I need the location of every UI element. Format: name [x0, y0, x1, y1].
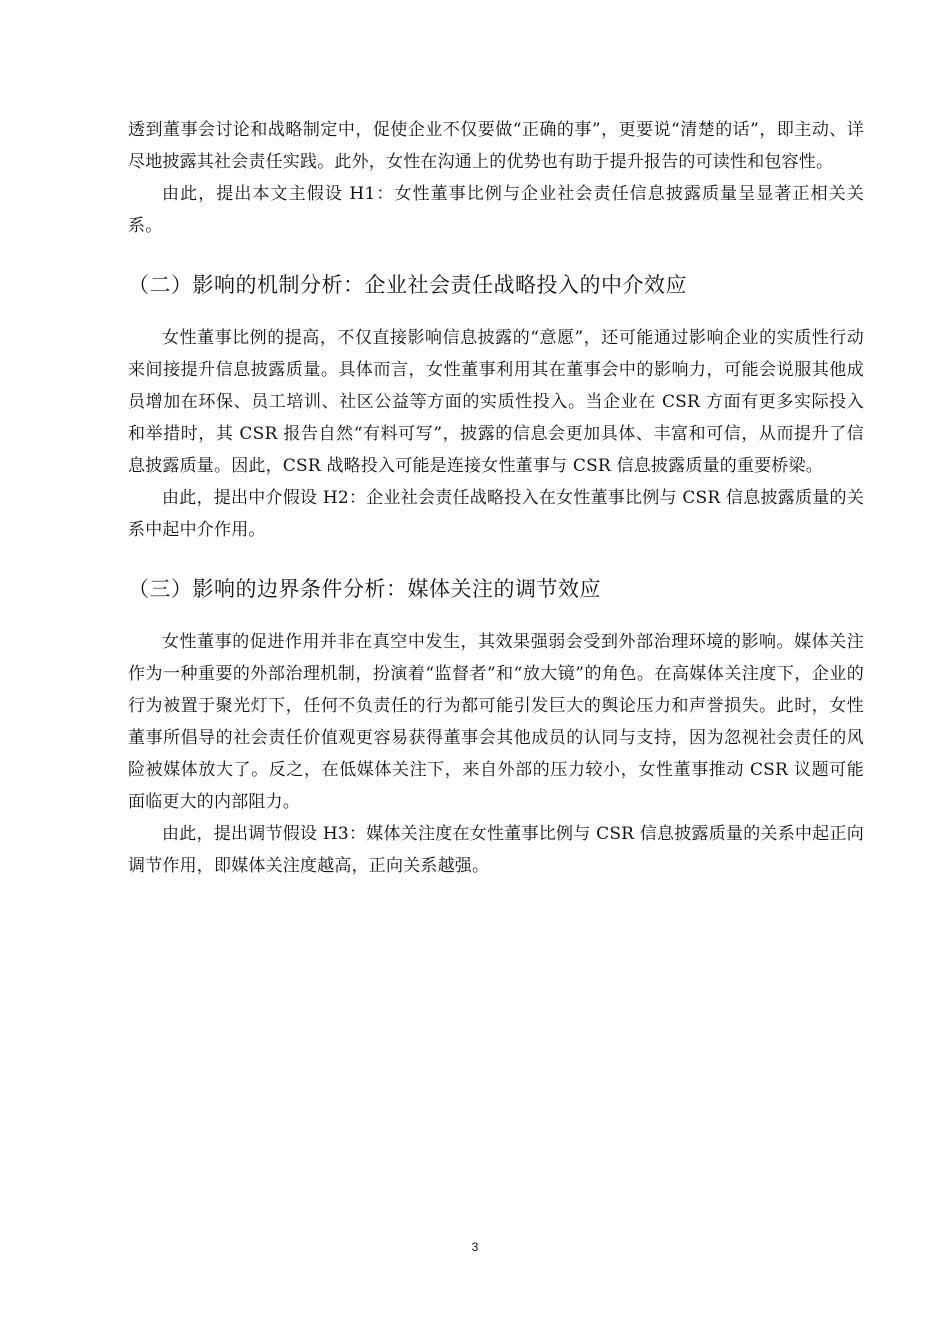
- section-2-heading: （二）影响的机制分析：企业社会责任战略投入的中介效应: [128, 273, 687, 297]
- section-2-body-paragraph: 女性董事比例的提高，不仅直接影响信息披露的“意愿”，还可能通过影响企业的实质性行动来间接提升信息披露质量。具体而言，女性董事利用其在董事会中的影响力，可能会说服其他成员增加在环保、员工培训、社区公益等方面的实质性投入。当企业在 CSR 方面有更多实际投入和举措时，其 CSR 报告自然“有料可写”，披露的信息会更加具体、丰富和可信，从而提升了信息披露质量。因此，CSR 战略投入可能是连接女性董事与 CSR 信息披露质量的重要桥梁。: [128, 328, 864, 476]
- hypothesis-h1-paragraph: 由此，提出本文主假设 H1：女性董事比例与企业社会责任信息披露质量呈显著正相关关系。: [128, 184, 864, 236]
- page-content: [128, 114, 864, 882]
- section-3-heading: （三）影响的边界条件分析：媒体关注的调节效应: [128, 577, 601, 601]
- section-3-body-paragraph: 女性董事的促进作用并非在真空中发生，其效果强弱会受到外部治理环境的影响。媒体关注作为一种重要的外部治理机制，扮演着“监督者”和“放大镜”的角色。在高媒体关注度下，企业的行为被置于聚光灯下，任何不负责任的行为都可能引发巨大的舆论压力和声誉损失。此时，女性董事所倡导的社会责任价值观更容易获得董事会其他成员的认同与支持，因为忽视社会责任的风险被媒体放大了。反之，在低媒体关注下，来自外部的压力较小，女性董事推动 CSR 议题可能面临更大的内部阻力。: [128, 632, 864, 812]
- hypothesis-h3-paragraph: 由此，提出调节假设 H3：媒体关注度在女性董事比例与 CSR 信息披露质量的关系中起正向调节作用，即媒体关注度越高，正向关系越强。: [128, 824, 864, 876]
- hypothesis-h2-paragraph: 由此，提出中介假设 H2：企业社会责任战略投入在女性董事比例与 CSR 信息披露质量的关系中起中介作用。: [128, 488, 864, 540]
- intro-continuation-paragraph: 透到董事会讨论和战略制定中，促使企业不仅要做“正确的事”，更要说“清楚的话”，即主动、详尽地披露其社会责任实践。此外，女性在沟通上的优势也有助于提升报告的可读性和包容性。: [128, 120, 864, 172]
- page-number: 3: [471, 1240, 479, 1254]
